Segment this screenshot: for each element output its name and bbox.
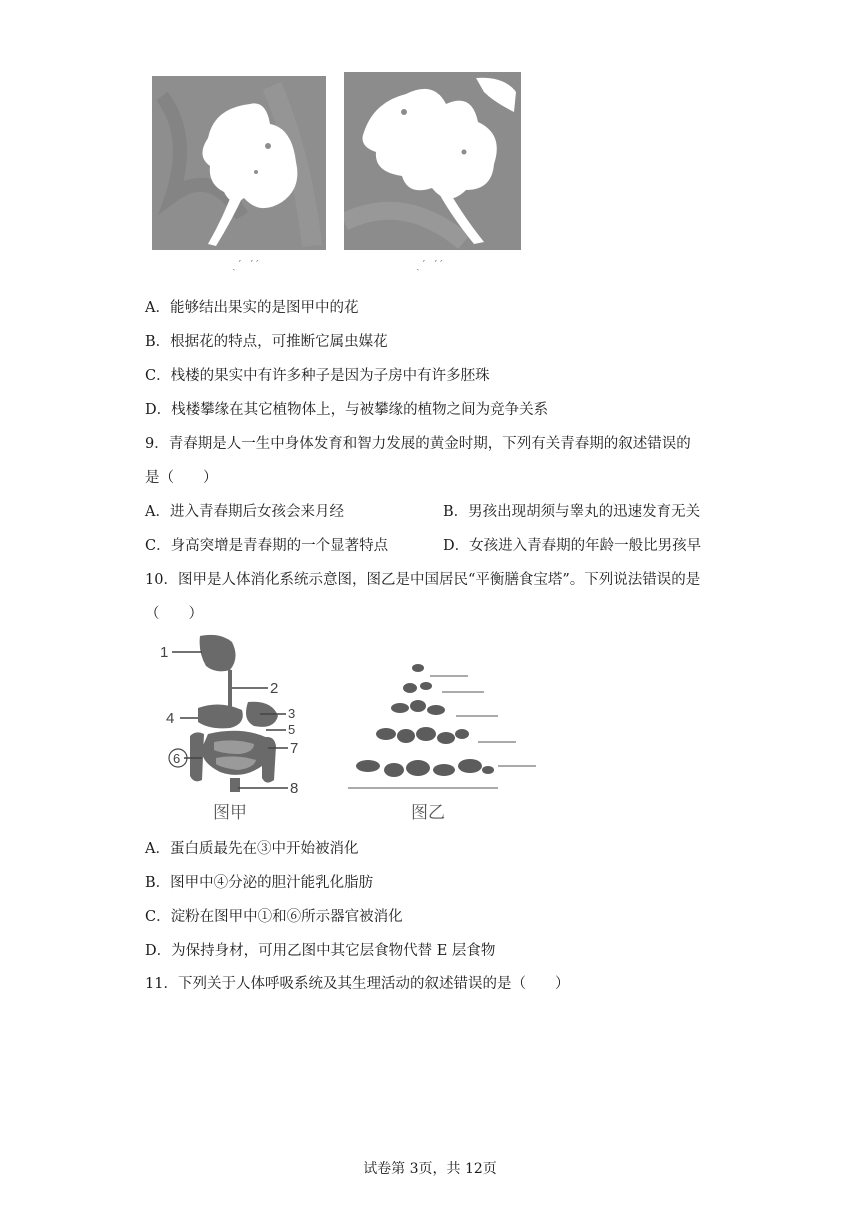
q8-option-b: B．根据花的特点，可推断它属虫媒花: [145, 334, 388, 350]
q9-option-b: B．男孩出现胡须与睾丸的迅速发育无关: [443, 504, 701, 520]
organ-label-6: 6: [173, 751, 181, 766]
q9-option-c: C．身高突增是青春期的一个显著特点: [145, 538, 389, 554]
q9-stem-line2: 是（ ）: [145, 470, 218, 486]
flower-left-caption: ˎ′ ′′: [232, 258, 262, 271]
organ-label-8: 8: [290, 780, 299, 797]
q11-stem: 11．下列关于人体呼吸系统及其生理活动的叙述错误的是（ ）: [145, 976, 570, 992]
q9-option-d: D．女孩进入青春期的年龄一般比男孩早: [443, 538, 702, 554]
food-pyramid-figure: [338, 654, 548, 794]
q9-stem-line1: 9．青春期是人一生中身体发育和智力发展的黄金时期，下列有关青春期的叙述错误的: [145, 436, 691, 452]
flower-right-caption: ˎ′ ′′: [416, 258, 446, 271]
organ-label-4: 4: [166, 710, 175, 727]
flower-photo-left: [152, 76, 326, 250]
q10-option-a: A．蛋白质最先在③中开始被消化: [145, 841, 359, 857]
q10-stem-line2: （ ）: [145, 606, 203, 622]
fig-yi-label: 图乙: [411, 803, 445, 823]
page-footer: 试卷第 3页，共 12页: [363, 1161, 497, 1177]
q10-option-d: D．为保持身材，可用乙图中其它层食物代替 E 层食物: [145, 943, 496, 959]
q8-option-c: C．栈楼的果实中有许多种子是因为子房中有许多胚珠: [145, 368, 490, 384]
organ-label-2: 2: [270, 680, 279, 697]
q10-option-b: B．图甲中④分泌的胆汁能乳化脂肪: [145, 875, 374, 891]
q8-option-a: A．能够结出果实的是图甲中的花: [145, 300, 359, 316]
organ-label-1: 1: [160, 644, 169, 661]
organ-label-7: 7: [290, 740, 299, 757]
q8-option-d: D．栈楼攀缘在其它植物体上，与被攀缘的植物之间为竞争关系: [145, 402, 549, 418]
digestive-system-figure: [150, 630, 320, 800]
q10-stem-line1: 10．图甲是人体消化系统示意图，图乙是中国居民“平衡膳食宝塔”。下列说法错误的是: [145, 572, 701, 588]
q10-option-c: C．淀粉在图甲中①和⑥所示器官被消化: [145, 909, 403, 925]
fig-jia-label: 图甲: [213, 803, 247, 823]
q9-option-a: A．进入青春期后女孩会来月经: [145, 504, 344, 520]
organ-label-5: 5: [288, 722, 296, 737]
organ-label-3: 3: [288, 706, 296, 721]
flower-photo-right: [344, 72, 521, 250]
